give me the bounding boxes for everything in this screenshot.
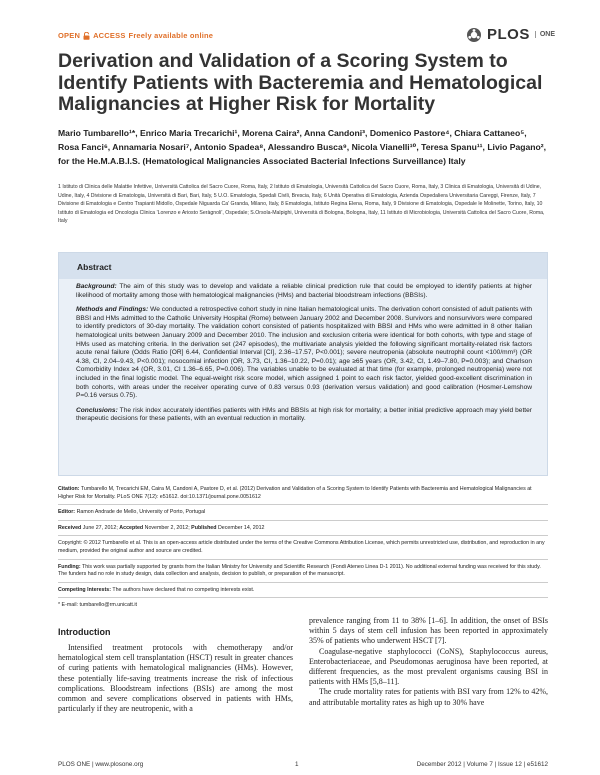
open-access-lock-icon	[83, 32, 90, 40]
email: * E-mail: tumbarello@rm.unicatt.it	[58, 602, 137, 609]
body-column-left	[58, 643, 293, 714]
intro-paragraph: prevalence ranging from 11 to 38% [1–6]. In addition, the onset of BSIs within 5 days of stem cell infusion has been reported in approximately 35% of patients who underwent HSCT [7].	[309, 616, 548, 646]
abstract-header-band	[59, 253, 547, 279]
intro-paragraph: Intensified treatment protocols with chemotherapy and/or hematological stem cell transplantation (HSCT) result in greater chances of curing patients with hematological malignancies (HMs). However, these potentially life-saving treatments increase the risk of infectious complications. Bloodstream infections (BSIs) are among the most common and severe complications observed in patients with HMs, particularly if they are neutropenic, with a	[58, 643, 293, 714]
divider	[58, 582, 548, 583]
abstract-box	[58, 252, 548, 476]
divider	[58, 504, 548, 505]
citation: Citation: Tumbarello M, Trecarichi EM, Caira M, Candoni A, Pastore D, et al. (2012) Derivation and Validation of a Scoring System to Identify Patients with Bacteremia and Hematological Malignancies at Higher Risk for Mortality. PLoS ONE 7(12): e51612. doi:10.1371/journal.pone.0051612	[58, 486, 532, 500]
abstract-body	[76, 283, 532, 430]
author-list: Mario Tumbarello¹*, Enrico Maria Trecarichi¹, Morena Caira², Anna Candoni³, Domenico Pastore⁴, Chiara Cattaneo⁵, Rosa Fanci⁶, Annamaria Nosari⁷, Antonio Spadea⁸, Alessandro Busca⁹, Nicola Vianelli¹⁰, Teresa Spanu¹¹, Livio Pagano², for the He.M.A.B.I.S. (Hematological Malignancies Associated Bacterial Infections Surveillance) Italy	[58, 128, 547, 166]
divider	[58, 559, 548, 560]
competing-interests: Competing Interests: The authors have declared that no competing interests exist.	[58, 586, 255, 593]
abstract-heading: Abstract	[77, 262, 112, 272]
access-word: ACCESS	[93, 31, 126, 40]
footer-journal: PLOS ONE | www.plosone.org	[58, 761, 144, 768]
divider	[58, 520, 548, 521]
dates: Received June 27, 2012; Accepted November 2, 2012; Published December 14, 2012	[58, 524, 265, 531]
abstract-methods: Methods and Findings: We conducted a retrospective cohort study in nine Italian hematological units. The derivation cohort consisted of adult patients with BBSI and HMs admitted to the Catholic University Hospital (Rome) between January 2002 and December 2008. Survivors and nonsurvivors were compared to identify predictors of 30-day mortality. The validation cohort consisted of patients hospitalized with BBSI and HMs who were admitted in 8 other Italian hematological units between January 2009 and December 2010. The inclusion and exclusion criteria were identical for both cohorts, with type and stage of HMs used as matching criteria. In the derivation set (247 episodes), the multivariate analysis yielded the following significant mortality-related risk factors acute renal failure (Odds Ratio [OR] 6.44, Confidential Interval [CI], 2.36–17.57, P<0.001); severe neutropenia (absolute neutrophil count <100/mm³) (OR 4.38, CI, 2.04–9.43, P<0.001); nosocomial infection (OR, 3.73, CI, 1.36–10.22, P=0.01); age ≥65 years (OR, 3.42, CI, 1.49–7.80, P=0.003); and Charlson Comorbidity Index ≥4 (OR, 3.01, CI 1.36–6.65, P=0.006). The variables unable to be evaluated at that time (for example, prolonged neutropenia) were not included in the final logistic model. The equal-weight risk score model, which assigned 1 point to each risk factor, yielded good-excellent discrimination in both cohorts, with areas under the receiver operating curve of 0.83 versus 0.93 (derivation versus validation) and good calibration (Hosmer-Lemshow P=0.16 versus 0.75).	[76, 306, 532, 400]
intro-paragraph: Coagulase-negative staphylococci (CoNS), Staphylococcus aureus, Enterobacteriaceae, and Pseudomonas aeruginosa have been reported, at different frequencies, as the most prevalent organisms causing BSI in patients with HMs [5,8–11].	[309, 646, 548, 687]
copyright: Copyright: © 2012 Tumbarello et al. This is an open-access article distributed under the terms of the Creative Commons Attribution License, which permits unrestricted use, distribution, and reproduction in any medium, provided the original author and source are credited.	[58, 540, 545, 554]
introduction-heading: Introduction	[58, 627, 111, 637]
journal-sub: ONE	[535, 31, 555, 38]
abstract-conclusions: Conclusions: The risk index accurately identifies patients with HMs and BBSIs at high risk for mortality; a better initial predictive approach may yield better therapeutic decisions for these patients, with an eventual reduction in mortality.	[76, 406, 532, 423]
funding: Funding: This work was partially supported by grants from the Italian Ministry for University and Scientific Research (Fondi Ateneo Linea D-1 2011). No additional external funding was received for this study. The funders had no role in study design, data collection and analysis, decision to publish, or preparation of the manuscript.	[58, 563, 541, 578]
affiliations: 1 Istituto di Clinica delle Malattie Infettive, Università Cattolica del Sacro Cuore, Roma, Italy, 2 Istituto di Ematologia, Università Cattolica del Sacro Cuore, Roma, Italy, 3 Clinica di Ematologia, Università di Udine, Udine, Italy, 4 Divisione di Ematologia, Università di Bari, Bari, Italy, 5 U.O. Ematologia, Spedali Civili, Brescia, Italy, 6 Unità Operativa di Ematologia, Azienda Ospedaliera Universitaria Careggi, Firenze, Italy, 7 Divisione di Ematologia e Centro Trapianti Midollo, Ospedale Niguarda Ca' Granda, Milano, Italy, 8 Ematologia, Istituto Regina Elena, Roma, Italy, 9 Divisione di Ematologia, Ospedale le Molinette, Torino, Italy, 10 Istituto di Ematologia ed Oncologia Clinica 'Lorenzo e Ariosto Seràgnoli', Ospedale; S.Orsola-Malpighi, Università di Bologna, Bologna, Italy, 11 Istituto di Microbiologia, Università Cattolica del Sacro Cuore, Roma, Italy	[58, 184, 545, 225]
editor: Editor: Ramon Andrade de Mello, University of Porto, Portugal	[58, 509, 206, 516]
open-access-label	[58, 31, 213, 40]
freely-available-text: Freely available online	[128, 31, 214, 40]
journal-name: PLOS	[486, 26, 530, 43]
open-word: OPEN	[58, 31, 81, 40]
page-number: 1	[295, 761, 299, 768]
divider	[58, 597, 548, 598]
article-metadata	[58, 486, 548, 613]
abstract-background: Background: The aim of this study was to develop and validate a reliable clinical prediction rule that could be employed to identify patients at higher likelihood of mortality among those with hematological malignancies (HMs) and bacterial bloodstream infections (BBSIs).	[76, 283, 532, 299]
footer-issue: December 2012 | Volume 7 | Issue 12 | e51612	[416, 761, 548, 768]
divider	[58, 535, 548, 536]
journal-logo	[466, 26, 555, 43]
plos-logo-icon	[466, 27, 482, 43]
body-column-right	[309, 616, 548, 708]
article-title: Derivation and Validation of a Scoring System to Identify Patients with Bacteremia and Hematological Malignancies at Higher Risk for Mortality	[58, 50, 543, 115]
intro-paragraph: The crude mortality rates for patients with BSI vary from 12% to 42%, and attributable mortality rates as high up to 30% have	[309, 687, 548, 707]
